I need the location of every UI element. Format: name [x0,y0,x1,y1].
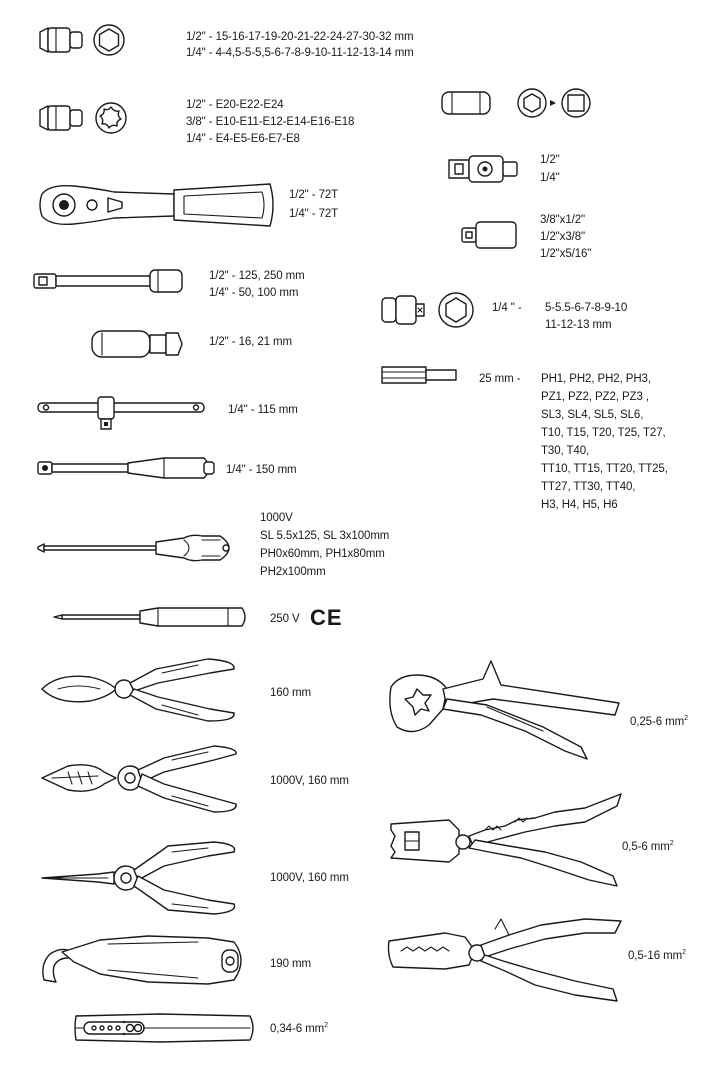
terminal-crimper-spec: 0,5-6 $mm^2$ [622,840,674,853]
hex-socket-icon [36,24,136,56]
diagonal-cutter-icon [38,655,258,727]
ferrule-crimper-spec: 0,25-6 $mm^2$ [630,715,688,728]
reducer-adapter-spec-2: 1/2"x3/8" [540,231,585,243]
bit-types-8: H3, H4, H5, H6 [541,499,618,511]
ferrule-crimper-icon [383,655,623,765]
t-handle-spec: 1/4" - 115 mm [228,404,298,416]
bit-socket-spec-2: 5-5.5-6-7-8-9-10 [545,302,628,314]
wire-stripper-icon [70,1006,260,1050]
voltage-tester-icon [52,602,252,632]
wire-stripper-spec: 0,34-6 $mm^2$ [270,1022,328,1035]
bit-adapter-icon [440,86,600,120]
bit-types-2: PZ1, PZ2, PZ2, PZ3 , [541,391,649,403]
torx-socket-spec-1: 1/2" - E20-E22-E24 [186,99,284,111]
ce-mark: CE [310,605,343,630]
long-nose-pliers-spec: 1000V, 160 mm [270,872,349,884]
spinner-handle-spec: 1/4" - 150 mm [226,464,297,476]
terminal-crimper-icon [385,790,625,890]
voltage-tester-spec: 250 V [270,613,300,625]
bit-types-6: TT10, TT15, TT20, TT25, [541,463,668,475]
screwdriver-spec-3: PH2x100mm [260,566,326,578]
screwdriver-spec-2: PH0x60mm, PH1x80mm [260,548,385,560]
screwdriver-voltage: 1000V [260,512,293,524]
bit-types-3: SL3, SL4, SL5, SL6, [541,409,644,421]
extension-bar-spec-1: 1/2" - 125, 250 mm [209,270,305,282]
socket-adapter-icon [445,152,525,186]
heavy-crimper-spec: 0,5-16 $mm^2$ [628,949,686,962]
heavy-crimper-icon [385,915,625,1005]
ratchet-icon [34,180,274,230]
spark-plug-socket-spec: 1/2" - 16, 21 mm [209,336,293,348]
torx-socket-icon [36,101,136,135]
reducer-adapter-icon [458,218,528,252]
t-handle-icon [34,395,214,431]
long-nose-pliers-icon [38,838,258,918]
socket-adapter-spec-1: 1/2" [540,154,560,166]
bit-types-4: T10, T15, T20, T25, T27, [541,427,666,439]
screwdriver-bit-icon [380,364,466,386]
vde-screwdriver-icon [34,530,244,566]
bit-size: 25 mm - [479,373,521,385]
torx-socket-spec-2: 3/8" - E10-E11-E12-E14-E16-E18 [186,116,355,128]
bit-socket-spec-3: 11-12-13 mm [545,319,612,331]
extension-bar-icon [30,266,190,296]
reducer-adapter-spec-1: 3/8"x1/2" [540,214,585,226]
reducer-adapter-spec-3: 1/2"x5/16" [540,248,592,260]
diagonal-cutter-spec: 160 mm [270,687,311,699]
ratchet-spec-1: 1/2" - 72T [289,189,339,201]
bit-socket-icon [380,290,480,330]
extension-bar-spec-2: 1/4" - 50, 100 mm [209,287,299,299]
bit-types-7: TT27, TT30, TT40, [541,481,636,493]
spinner-handle-icon [34,453,224,483]
socket-adapter-spec-2: 1/4" [540,172,560,184]
ratchet-spec-2: 1/4" - 72T [289,208,339,220]
bit-types-1: PH1, PH2, PH2, PH3, [541,373,651,385]
screwdriver-spec-1: SL 5.5x125, SL 3x100mm [260,530,390,542]
hex-socket-spec-2: 1/4" - 4-4,5-5-5,5-6-7-8-9-10-11-12-13-14 mm [186,47,414,59]
combination-pliers-spec: 1000V, 160 mm [270,775,349,787]
bit-types-5: T30, T40, [541,445,590,457]
cable-knife-spec: 190 mm [270,958,311,970]
spark-plug-socket-icon [88,327,188,361]
torx-socket-spec-3: 1/4" - E4-E5-E6-E7-E8 [186,133,300,145]
hex-socket-spec-1: 1/2" - 15-16-17-19-20-21-22-24-27-30-32 mm [186,31,414,43]
bit-socket-spec-1: 1/4 " - [492,302,522,314]
cable-knife-icon [38,930,258,992]
combination-pliers-icon [38,742,258,816]
